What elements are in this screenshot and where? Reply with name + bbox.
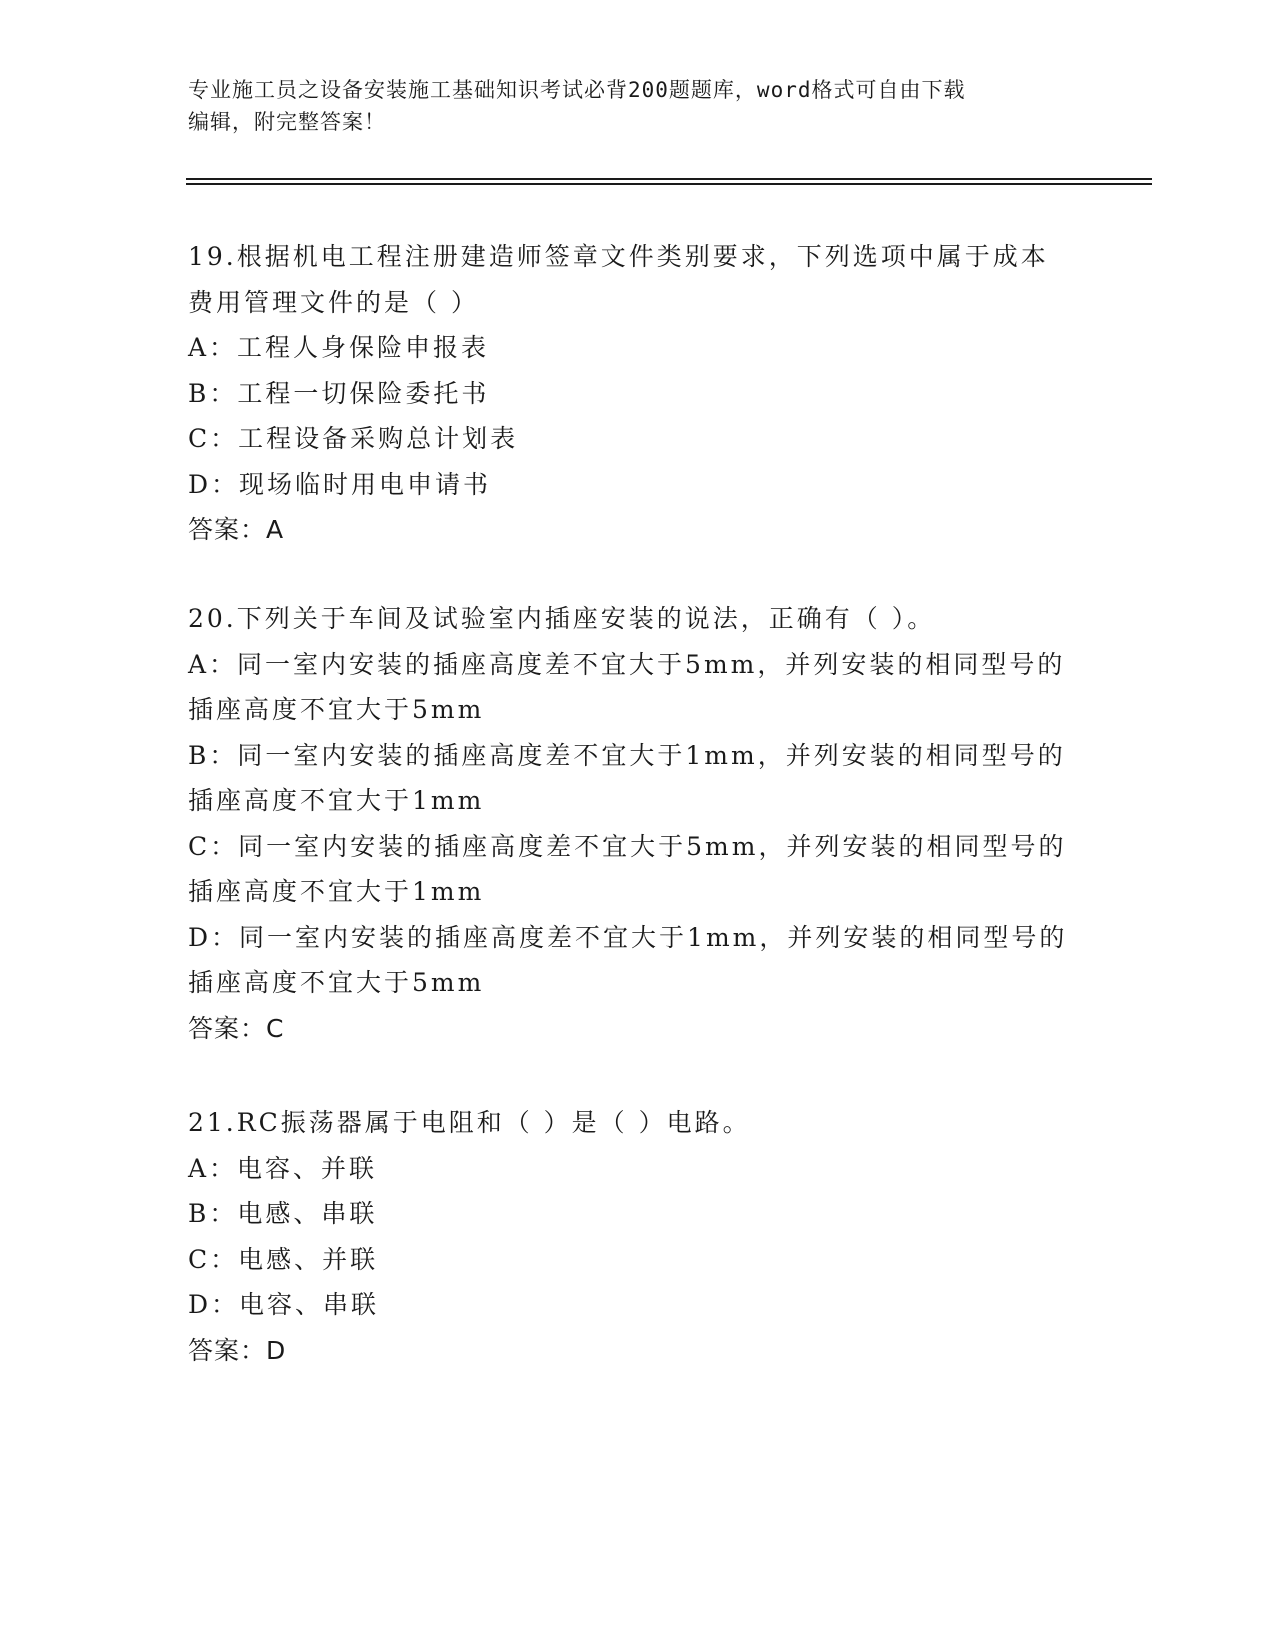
option-c-continued: 插座高度不宜大于1mm — [188, 877, 485, 906]
answer-line — [188, 507, 1078, 553]
document-header — [188, 74, 1078, 138]
option-a: A：工程人身保险申报表 — [188, 333, 490, 362]
header-title-line2: 编辑，附完整答案！ — [188, 110, 386, 134]
option-c: C：电感、并联 — [188, 1244, 379, 1274]
option-a-continued: 插座高度不宜大于5mm — [188, 695, 485, 724]
option-c: C：同一室内安装的插座高度差不宜大于5mm，并列安装的相同型号的 — [188, 831, 1067, 861]
option-d: D：现场临时用电申请书 — [188, 469, 492, 499]
answer-value: A — [266, 515, 285, 544]
question-stem: 20.下列关于车间及试验室内插座安装的说法，正确有（ ）。 — [188, 604, 936, 633]
answer-line — [188, 1006, 1078, 1052]
question-20 — [188, 596, 1078, 1051]
option-b-continued: 插座高度不宜大于1mm — [188, 786, 485, 815]
question-stem: 21.RC振荡器属于电阻和（ ）是（ ）电路。 — [188, 1108, 751, 1137]
answer-value: D — [266, 1335, 287, 1365]
option-b: B：工程一切保险委托书 — [188, 378, 490, 408]
question-21 — [188, 1100, 1078, 1373]
header-divider-bottom — [186, 183, 1152, 185]
option-a: A：同一室内安装的插座高度差不宜大于5mm，并列安装的相同型号的 — [188, 649, 1066, 679]
answer-label: 答案： — [188, 515, 267, 544]
question-19 — [188, 234, 1078, 553]
answer-label: 答案： — [188, 1013, 267, 1043]
option-a: A：电容、并联 — [188, 1153, 378, 1183]
answer-line — [188, 1328, 1078, 1374]
header-title-line1: 专业施工员之设备安装施工基础知识考试必背200题题库，word格式可自由下载 — [188, 78, 966, 102]
option-d-continued: 插座高度不宜大于5mm — [188, 968, 485, 997]
answer-label: 答案： — [188, 1335, 267, 1365]
answer-value: C — [266, 1013, 285, 1043]
option-b: B：电感、串联 — [188, 1199, 378, 1228]
option-d: D：电容、串联 — [188, 1290, 380, 1319]
header-divider-top — [186, 178, 1152, 180]
question-stem: 19.根据机电工程注册建造师签章文件类别要求，下列选项中属于成本 — [188, 242, 1049, 271]
option-c: C：工程设备采购总计划表 — [188, 424, 519, 453]
option-d: D：同一室内安装的插座高度差不宜大于1mm，并列安装的相同型号的 — [188, 922, 1068, 952]
option-b: B：同一室内安装的插座高度差不宜大于1mm，并列安装的相同型号的 — [188, 740, 1066, 770]
question-stem-continued: 费用管理文件的是（ ） — [188, 287, 479, 317]
